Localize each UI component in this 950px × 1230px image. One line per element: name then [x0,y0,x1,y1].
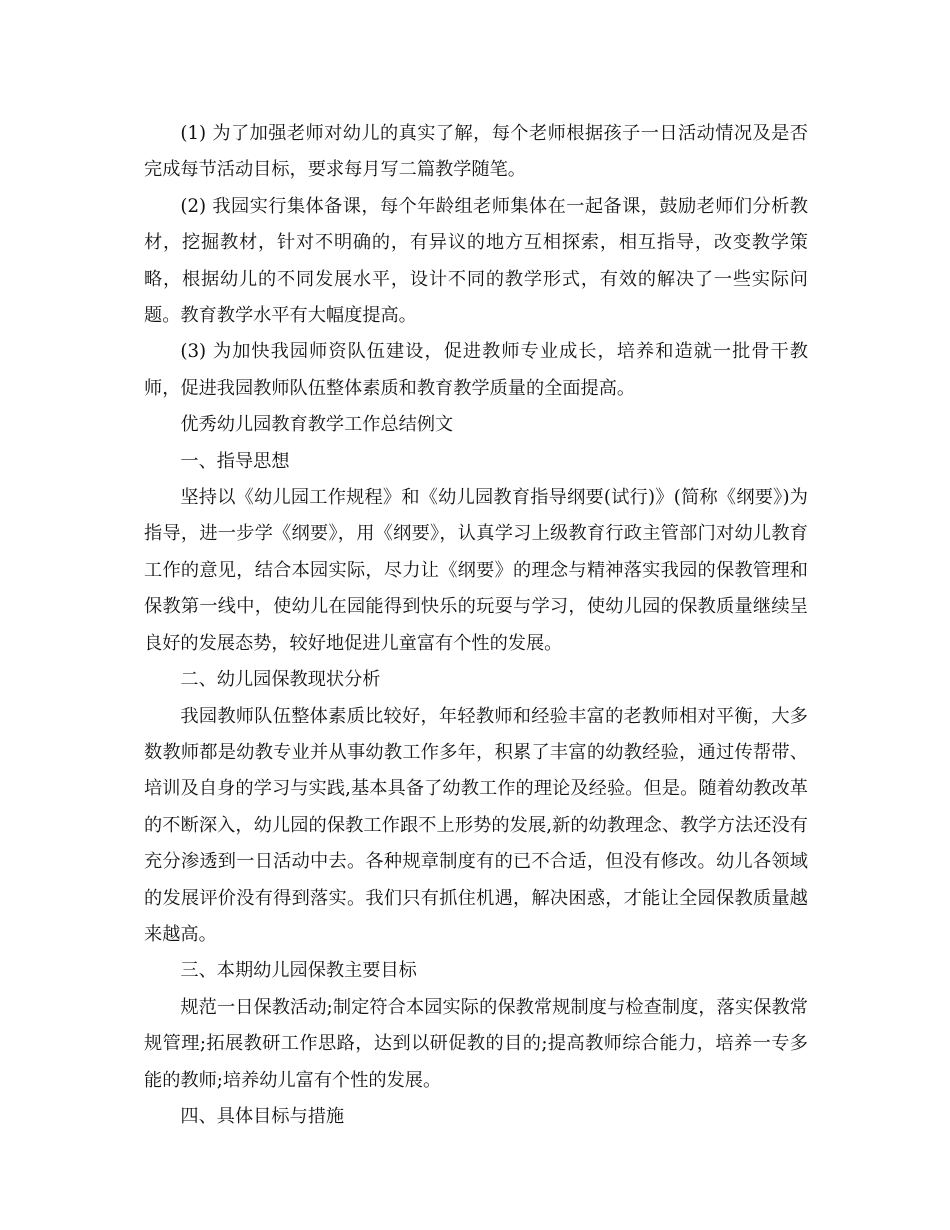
paragraph-1: (1) 为了加强老师对幼儿的真实了解，每个老师根据孩子一日活动情况及是否完成每节活动目标，要求每月写二篇教学随笔。 [144,123,808,181]
paragraph-3: (3) 为加快我园师资队伍建设，促进教师专业成长，培养和造就一批骨干教师，促进我园教师队伍整体素质和教育教学质量的全面提高。 [144,341,808,399]
paragraph-status-analysis: 我园教师队伍整体素质比较好，年轻教师和经验丰富的老教师相对平衡，大多数教师都是幼教专业并从事幼教工作多年，积累了丰富的幼教经验，通过传帮带、培训及自身的学习与实践,基本具备了幼教工作的理论及经验。但是。随着幼教改革的不断深入，幼儿园的保教工作跟不上形势的发展,新的幼教理念、教学方法还没有充分渗透到一日活动中去。各种规章制度有的已不合适，但没有修改。幼儿各领域的发展评价没有得到落实。我们只有抓住机遇，解决困惑，才能让全园保教质量越来越高。 [144,705,808,945]
heading-guiding-thought: 一、指导思想 [180,450,290,472]
heading-status-analysis: 二、幼儿园保教现状分析 [180,669,381,691]
paragraph-main-goals: 规范一日保教活动;制定符合本园实际的保教常规制度与检查制度，落实保教常规管理;拓展教研工作思路，达到以研促教的目的;提高教师综合能力，培养一专多能的教师;培养幼儿富有个性的发展。 [144,996,808,1091]
section-title: 优秀幼儿园教育教学工作总结例文 [180,414,454,436]
heading-main-goals: 三、本期幼儿园保教主要目标 [180,960,417,982]
paragraph-2: (2) 我园实行集体备课，每个年龄组老师集体在一起备课，鼓励老师们分析教材，挖掘教材，针对不明确的，有异议的地方互相探索，相互指导，改变教学策略，根据幼儿的不同发展水平，设计不同的教学形式，有效的解决了一些实际问题。教育教学水平有大幅度提高。 [144,195,808,327]
document-body [144,116,808,1135]
heading-specific-goals: 四、具体目标与措施 [180,1105,345,1127]
paragraph-guiding-thought: 坚持以《幼儿园工作规程》和《幼儿园教育指导纲要(试行)》(简称《纲要》)为指导，进一步学《纲要》，用《纲要》，认真学习上级教育行政主管部门对幼儿教育工作的意见，结合本园实际，尽力让《纲要》的理念与精神落实我园的保教管理和保教第一线中，使幼儿在园能得到快乐的玩耍与学习，使幼儿园的保教质量继续呈良好的发展态势，较好地促进儿童富有个性的发展。 [144,487,808,654]
